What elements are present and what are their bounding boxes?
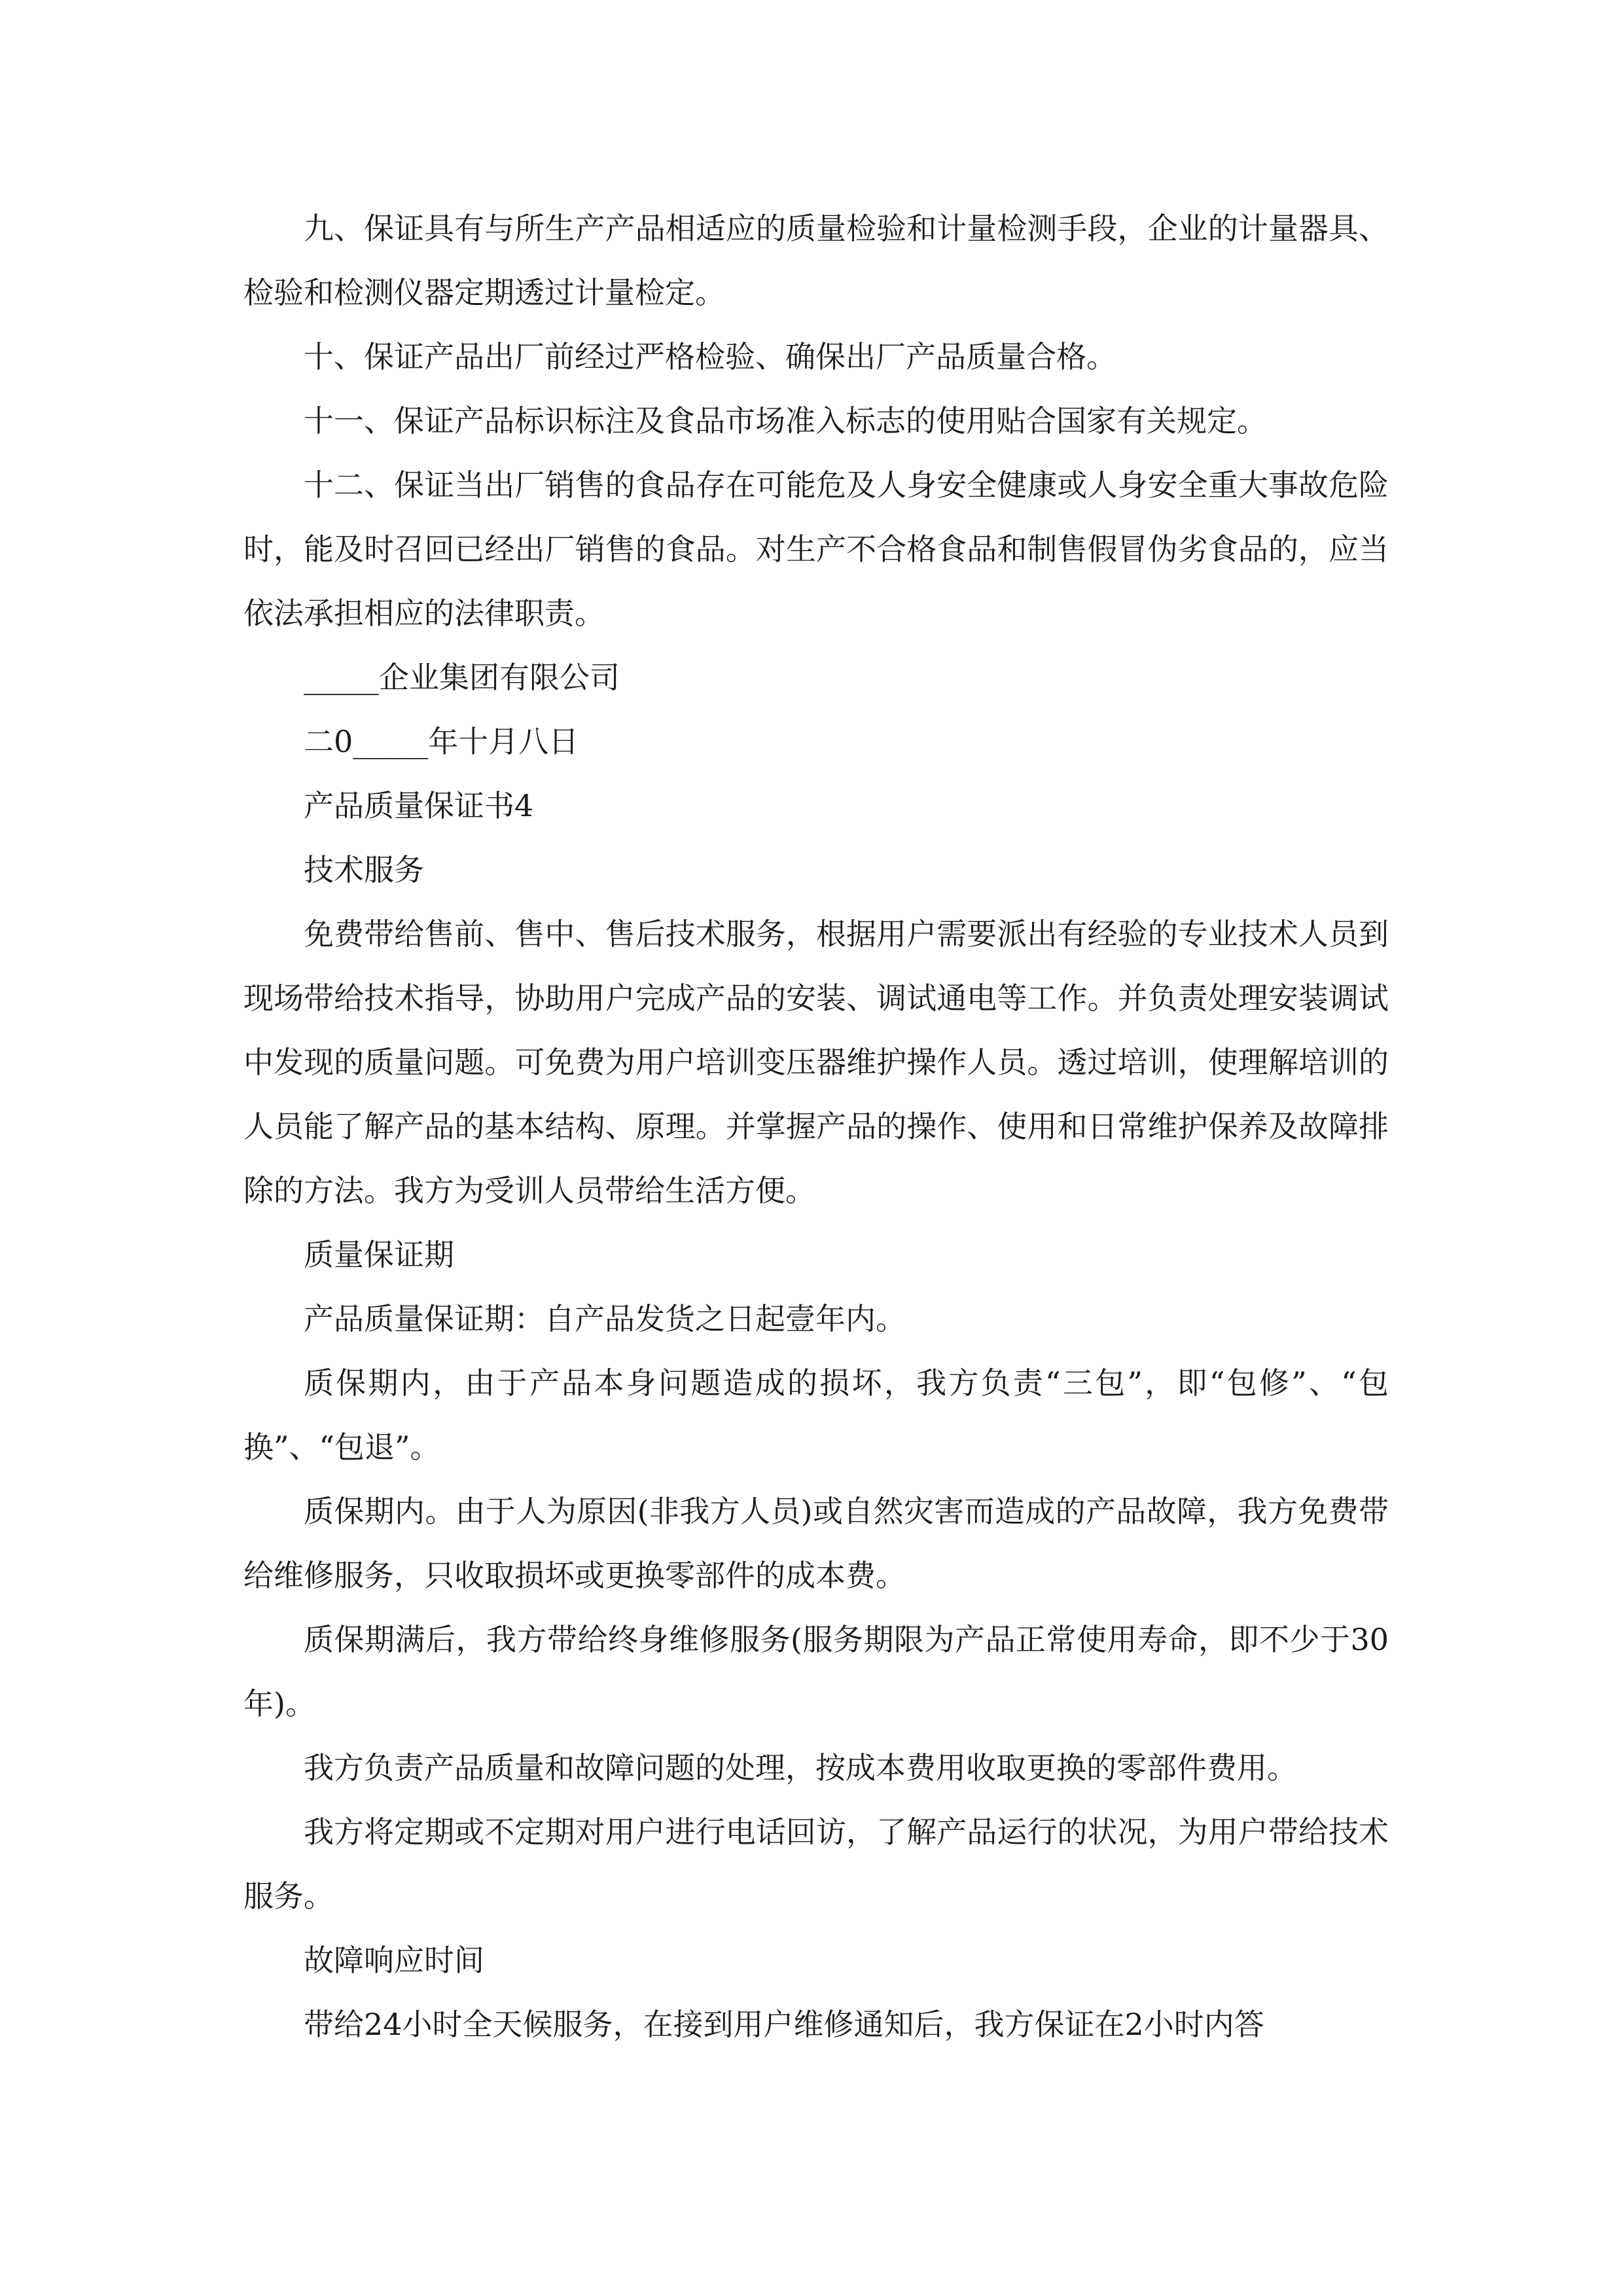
paragraph-three-guarantees: 质保期内，由于产品本身问题造成的损坏，我方负责“三包”，即“包修”、“包换”、“包退”。 [243,1365,1389,1465]
section-title: 产品质量保证书4 [304,788,534,823]
heading-technical-service: 技术服务 [304,852,424,888]
document-body [243,196,1389,2056]
paragraph-human-cause-faults: 质保期内。由于人为原因(非我方人员)或自然灾害而造成的产品故障，我方免费带给维修服务，只收取损坏或更换零部件的成本费。 [243,1494,1389,1593]
paragraph-clause-10: 十、保证产品出厂前经过严格检验、确保出厂产品质量合格。 [304,339,1116,374]
paragraph-clause-9: 九、保证具有与所生产产品相适应的质量检验和计量检测手段，企业的计量器具、检验和检测仪器定期透过计量检定。 [243,211,1389,310]
paragraph-fault-handling: 我方负责产品质量和故障问题的处理，按成本费用收取更换的零部件费用。 [304,1750,1297,1785]
paragraph-warranty-term: 产品质量保证期：自产品发货之日起壹年内。 [304,1301,906,1336]
paragraph-lifetime-service: 质保期满后，我方带给终身维修服务(服务期限为产品正常使用寿命，即不少于30年)。 [243,1622,1389,1721]
company-signature: _____企业集团有限公司 [304,660,620,695]
paragraph-clause-12: 十二、保证当出厂销售的食品存在可能危及人身安全健康或人身安全重大事故危险时，能及时召回已经出厂销售的食品。对生产不合格食品和制售假冒伪劣食品的，应当依法承担相应的法律职责。 [243,467,1389,631]
paragraph-technical-service: 免费带给售前、售中、售后技术服务，根据用户需要派出有经验的专业技术人员到现场带给技术指导，协助用户完成产品的安装、调试通电等工作。并负责处理安装调试中发现的质量问题。可免费为用户培训变压器维护操作人员。透过培训，使理解培训的人员能了解产品的基本结构、原理。并掌握产品的操作、使用和日常维护保养及故障排除的方法。我方为受训人员带给生活方便。 [243,916,1389,1208]
heading-warranty-period: 质量保证期 [304,1237,454,1272]
heading-response-time: 故障响应时间 [304,1943,484,1978]
signature-date: 二0_____年十月八日 [304,724,579,759]
paragraph-follow-up-calls: 我方将定期或不定期对用户进行电话回访，了解产品运行的状况，为用户带给技术服务。 [243,1814,1389,1914]
paragraph-clause-11: 十一、保证产品标识标注及食品市场准入标志的使用贴合国家有关规定。 [304,403,1267,439]
paragraph-24h-service: 带给24小时全天候服务，在接到用户维修通知后，我方保证在2小时内答 [304,2007,1264,2042]
